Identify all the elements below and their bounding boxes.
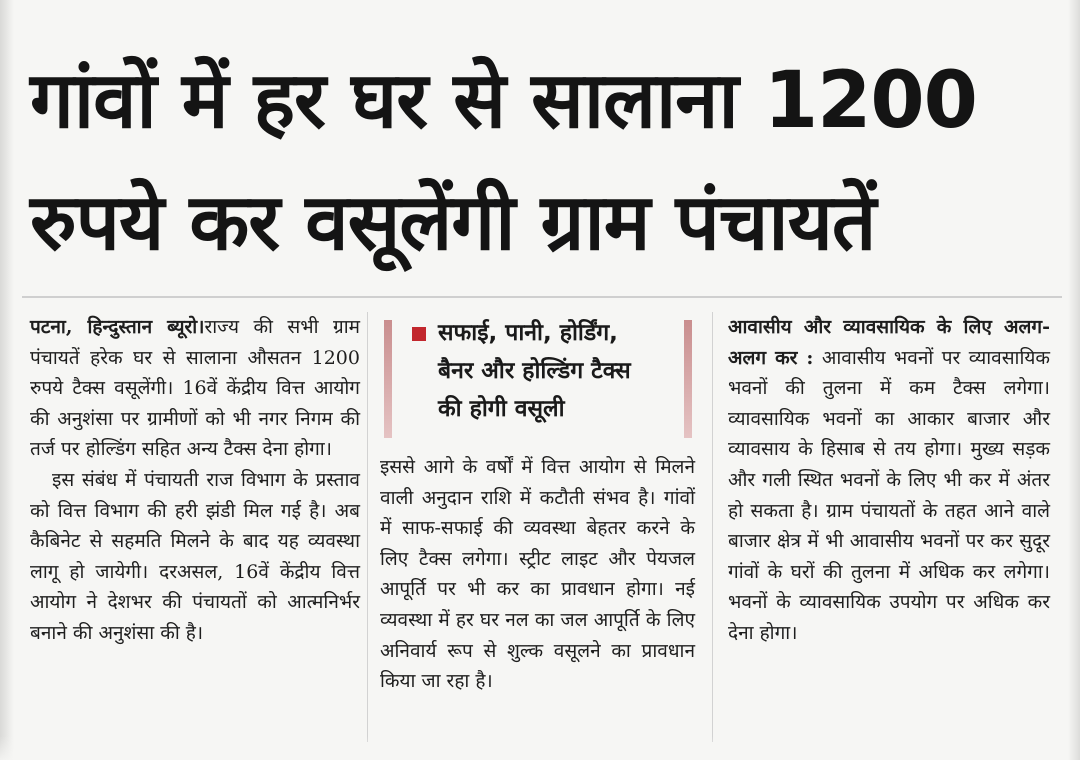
- column-divider: [712, 312, 713, 742]
- article-column-2: [380, 452, 695, 697]
- pull-quote-bar-right: [684, 320, 692, 438]
- headline-line-1: गांवों में हर घर से सालाना 1200: [30, 56, 977, 146]
- paragraph: [728, 312, 1050, 649]
- article-column-3: [728, 312, 1050, 649]
- paragraph: [30, 312, 360, 465]
- pull-quote-bar-left: [384, 320, 392, 438]
- subheading: आवासीय और व्यावसायिक के लिए अलग-अलग कर :: [728, 316, 1050, 369]
- pull-quote-line-3: की होगी वसूली: [438, 396, 565, 422]
- dateline: पटना, हिन्दुस्तान ब्यूरो।: [30, 316, 205, 338]
- pull-quote-text: [438, 314, 678, 428]
- paragraph-text: आवासीय भवनों पर व्यावसायिक भवनों की तुलना में कम टैक्स लगेगा। व्यावसायिक भवनों का आकार बाजार और व्यावसाय के हिसाब से तय होगा। मुख्य सड़क और गली स्थित भवनों के लिए भी कर में अंतर हो सकता है। ग्राम पंचायतों के तहत आने वाले बाजार क्षेत्र में भी आवासीय भवनों पर कर सुदूर गांवों के घरों की तुलना में अधिक कर लगेगा। भवनों के व्यावसायिक उपयोग पर अधिक कर देना होगा।: [728, 346, 1050, 644]
- pull-quote-box: [384, 314, 692, 442]
- paragraph-text: राज्य की सभी ग्राम पंचायतें हरेक घर से सालाना औसतन 1200 रुपये टैक्स वसूलेंगी। 16वें केंद्रीय वित्त आयोग की अनुशंसा पर ग्रामीणों को भी नगर निगम की तर्ज पर होल्डिंग सहित अन्य टैक्स देना होगा।: [30, 316, 360, 461]
- red-square-bullet-icon: [412, 327, 426, 341]
- headline-rule: [22, 296, 1062, 298]
- headline-line-2: रुपये कर वसूलेंगी ग्राम पंचायतें: [30, 178, 876, 268]
- bottom-crop-fade: [0, 736, 1080, 760]
- paragraph: इससे आगे के वर्षों में वित्त आयोग से मिलने वाली अनुदान राशि में कटौती संभव है। गांवों में साफ-सफाई की व्यवस्था बेहतर करने के लिए टैक्स लगेगा। स्ट्रीट लाइट और पेयजल आपूर्ति पर भी कर का प्रावधान होगा। नई व्यवस्था में हर घर नल का जल आपूर्ति के लिए अनिवार्य रूप से शुल्क वसूलने का प्रावधान किया जा रहा है।: [380, 456, 695, 693]
- paragraph: इस संबंध में पंचायती राज विभाग के प्रस्ताव को वित्त विभाग की हरी झंडी मिल गई है। अब कैबिनेट से सहमति मिलने के बाद यह व्यवस्था लागू हो जायेगी। दरअसल, 16वें केंद्रीय वित्त आयोग ने देशभर की पंचायतों को आत्मनिर्भर बनाने की अनुशंसा की है।: [30, 468, 360, 644]
- pull-quote-line-2: बैनर और होल्डिंग टैक्स: [438, 358, 631, 384]
- headline: [30, 40, 1060, 284]
- pull-quote-line-1: सफाई, पानी, होर्डिंग,: [438, 320, 618, 346]
- column-divider: [367, 312, 368, 742]
- article-column-1: [30, 312, 360, 649]
